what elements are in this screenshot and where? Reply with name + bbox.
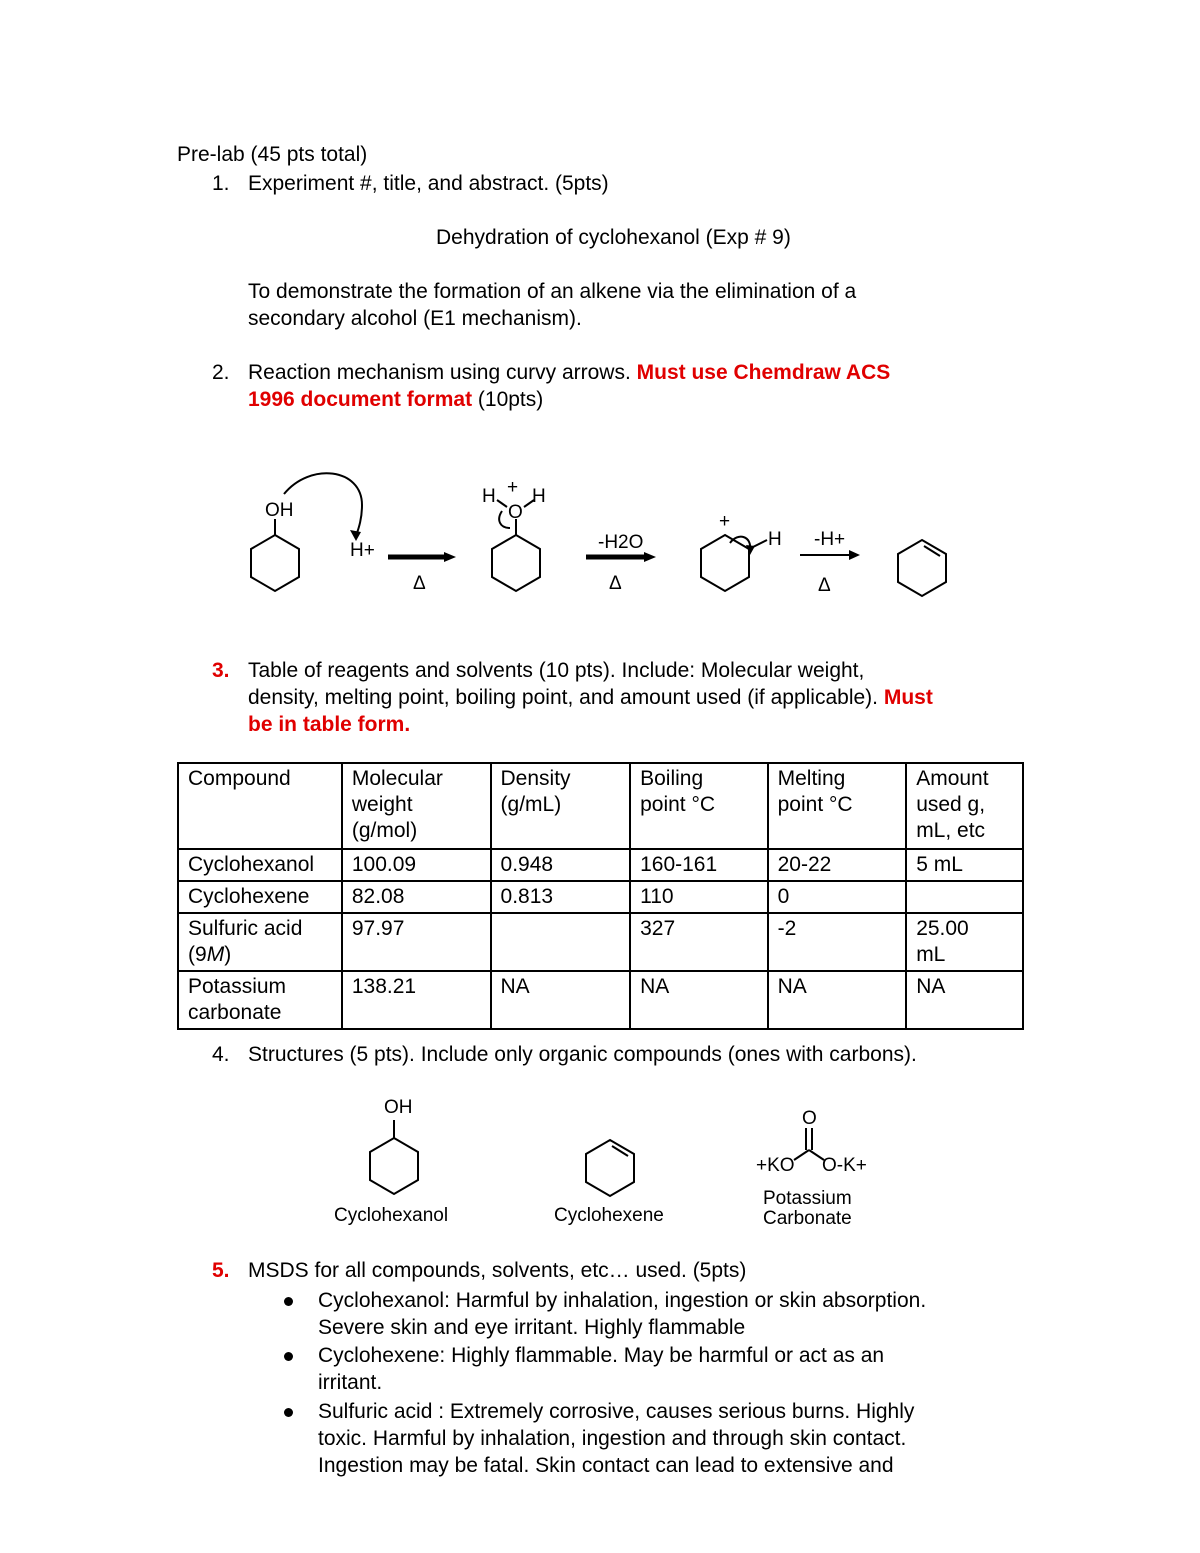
mech-minus-h2o: -H2O xyxy=(598,532,644,553)
reaction-arrow-3-head xyxy=(849,550,860,560)
q3-line-2 xyxy=(248,684,933,711)
q4-number: 4. xyxy=(212,1043,230,1066)
q3-line-2-red: Must xyxy=(883,686,933,709)
q1-number: 1. xyxy=(212,172,230,195)
reaction-arrow-1-head xyxy=(444,552,456,562)
cell-mw: 138.21 xyxy=(342,971,491,1029)
cell-amount: 25.00 mL xyxy=(906,913,1023,971)
cell-mw: 100.09 xyxy=(342,849,491,881)
curved-arrow xyxy=(284,473,362,536)
page-title: Pre-lab (45 pts total) xyxy=(177,143,368,166)
mech-carbocation-plus: + xyxy=(719,511,731,532)
q3-number: 3. xyxy=(212,659,230,682)
header-molecular-weight: Molecular weight (g/mol) xyxy=(342,763,491,849)
cell-compound: Potassium carbonate xyxy=(178,971,342,1029)
q3-line-3: be in table form. xyxy=(248,713,411,736)
mech-oxonium-plus: + xyxy=(507,477,519,498)
q5-number: 5. xyxy=(212,1259,230,1282)
mech-oxonium-h-right: H xyxy=(532,486,546,507)
cell-density: 0.948 xyxy=(491,849,631,881)
table-header-row xyxy=(178,763,1023,849)
abstract-line-2: secondary alcohol (E1 mechanism). xyxy=(248,307,582,330)
carbocation-arrow-head xyxy=(746,545,755,555)
struct-cyclohexanol-label: Cyclohexanol xyxy=(334,1205,449,1226)
q3-line-2-text: density, melting point, boiling point, and amount used (if applicable). xyxy=(248,686,878,709)
oxonium-h-left-bond xyxy=(497,500,507,507)
cell-mw: 82.08 xyxy=(342,881,491,913)
mech-delta-2: Δ xyxy=(609,573,622,594)
cell-mp: -2 xyxy=(768,913,907,971)
cell-compound: Sulfuric acid (9M) xyxy=(178,913,342,971)
cell-bp: 110 xyxy=(630,881,768,913)
mech-oxonium-o: O xyxy=(508,502,523,523)
cell-amount: 5 mL xyxy=(906,849,1023,881)
carbonate-name-2: Carbonate xyxy=(763,1208,852,1229)
q2-pts: (10pts) xyxy=(477,388,544,411)
msds-sulfuric-line-3: Ingestion may be fatal. Skin contact can lead to extensive and xyxy=(318,1454,894,1477)
cell-mp: NA xyxy=(768,971,907,1029)
q3-line-1: Table of reagents and solvents (10 pts). Include: Molecular weight, xyxy=(248,659,865,682)
header-compound: Compound xyxy=(178,763,342,849)
reaction-arrow-2-head xyxy=(644,552,656,562)
cell-amount xyxy=(906,881,1023,913)
mech-h-plus-label: H+ xyxy=(350,540,375,561)
experiment-title: Dehydration of cyclohexanol (Exp # 9) xyxy=(436,226,791,249)
table-row xyxy=(178,849,1023,881)
q4-text: Structures (5 pts). Include only organic compounds (ones with carbons). xyxy=(248,1043,917,1066)
cell-density: 0.813 xyxy=(491,881,631,913)
carbonate-ok-label: O-K+ xyxy=(822,1155,867,1176)
mech-oh-label: OH xyxy=(265,500,294,521)
cell-compound: Cyclohexanol xyxy=(178,849,342,881)
cell-density: NA xyxy=(491,971,631,1029)
cell-amount: NA xyxy=(906,971,1023,1029)
carbocation-ring xyxy=(701,535,749,591)
q2-red-line-1: Must use Chemdraw ACS xyxy=(636,361,891,384)
mech-minus-h-plus: -H+ xyxy=(814,529,846,550)
abstract-line-1: To demonstrate the formation of an alkene via the elimination of a xyxy=(248,280,857,303)
product-double-bond xyxy=(924,546,940,556)
cyclohexanol-ring xyxy=(251,535,299,591)
bullet-dot xyxy=(284,1297,293,1306)
bullet-dot xyxy=(284,1408,293,1417)
carbonate-o-label: O xyxy=(802,1108,817,1129)
carbonate-ko-label: +KO xyxy=(756,1155,795,1176)
protonated-ring xyxy=(492,535,540,591)
product-ring xyxy=(898,540,946,596)
q2-text: Reaction mechanism using curvy arrows. xyxy=(248,361,631,384)
cell-mp: 0 xyxy=(768,881,907,913)
q2-red-line-2: 1996 document format xyxy=(248,388,473,411)
cell-compound: Cyclohexene xyxy=(178,881,342,913)
mech-delta-1: Δ xyxy=(413,573,426,594)
msds-cyclohexene-line-2: irritant. xyxy=(318,1371,383,1394)
cell-density xyxy=(491,913,631,971)
msds-sulfuric-line-2: toxic. Harmful by inhalation, ingestion and through skin contact. xyxy=(318,1427,907,1450)
header-density: Density (g/mL) xyxy=(491,763,631,849)
cell-mp: 20-22 xyxy=(768,849,907,881)
cell-bp: 327 xyxy=(630,913,768,971)
mech-oxonium-h-left: H xyxy=(482,486,496,507)
carbonate-name-1: Potassium xyxy=(763,1188,852,1209)
table-row xyxy=(178,881,1023,913)
header-melting-point: Melting point °C xyxy=(768,763,907,849)
msds-cyclohexene-line-1: Cyclohexene: Highly flammable. May be harmful or act as an xyxy=(318,1344,885,1367)
header-amount: Amount used g, mL, etc xyxy=(906,763,1023,849)
cell-bp: 160-161 xyxy=(630,849,768,881)
struct-oh-label: OH xyxy=(384,1097,413,1118)
q2-number: 2. xyxy=(212,361,230,384)
q5-text: MSDS for all compounds, solvents, etc… used. (5pts) xyxy=(248,1259,747,1282)
table-row xyxy=(178,913,1023,971)
msds-cyclohexanol-line-1: Cyclohexanol: Harmful by inhalation, ingestion or skin absorption. xyxy=(318,1289,927,1312)
msds-cyclohexanol-line-2: Severe skin and eye irritant. Highly flammable xyxy=(318,1316,746,1339)
bullet-dot xyxy=(284,1352,293,1361)
header-boiling-point: Boiling point °C xyxy=(630,763,768,849)
reagents-table xyxy=(177,762,1024,1030)
struct-cyclohexene-label: Cyclohexene xyxy=(554,1205,664,1226)
cell-mw: 97.97 xyxy=(342,913,491,971)
q1-text: Experiment #, title, and abstract. (5pts) xyxy=(248,172,609,195)
mech-carbocation-h: H xyxy=(768,529,782,550)
cell-bp: NA xyxy=(630,971,768,1029)
table-row xyxy=(178,971,1023,1029)
mech-delta-3: Δ xyxy=(818,575,831,596)
msds-sulfuric-line-1: Sulfuric acid : Extremely corrosive, causes serious burns. Highly xyxy=(318,1400,915,1423)
